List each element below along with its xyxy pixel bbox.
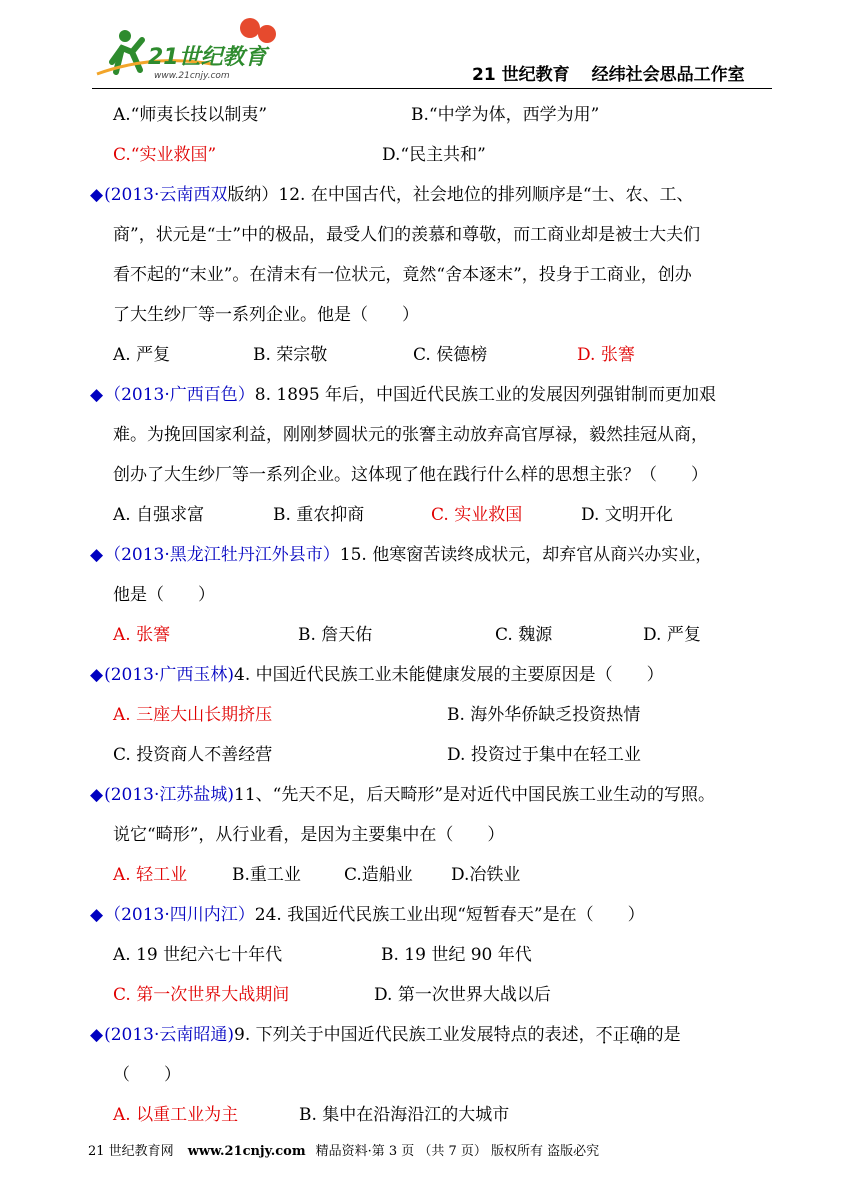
- text-line: [113, 743, 272, 767]
- text-span: （2013·黑龙江牡丹江外县市）: [104, 545, 340, 565]
- page-footer: [88, 1140, 599, 1159]
- text-line: [113, 703, 272, 727]
- text-line: [431, 503, 522, 527]
- text-span: 4. 中国近代民族工业未能健康发展的主要原因是（ ）: [234, 665, 664, 685]
- diamond-bullet-icon: ◆: [90, 545, 104, 565]
- text-span: B.“中学为体，西学为用”: [411, 105, 600, 125]
- text-span: B. 重农抑商: [273, 505, 365, 525]
- text-line: [113, 583, 215, 607]
- text-span: A. 以重工业为主: [113, 1105, 239, 1125]
- text-span: D.冶铁业: [451, 865, 521, 885]
- text-span: A. 严复: [113, 345, 171, 365]
- text-span: D. 文明开化: [581, 505, 673, 525]
- text-line: [113, 343, 170, 367]
- text-span: （2013·广西百色）: [104, 385, 255, 405]
- footer-site: www.21cnjy.com: [187, 1144, 306, 1159]
- text-span: C.“实业救国”: [113, 145, 217, 165]
- text-line: [113, 263, 692, 287]
- text-span: D. 投资过于集中在轻工业: [447, 745, 641, 765]
- svg-text:21世纪教育: 21世纪教育: [148, 45, 267, 70]
- text-span: 难。为挽回国家利益，刚刚梦圆状元的张謇主动放弃高官厚禄，毅然挂冠从商，: [113, 425, 708, 445]
- text-line: [113, 223, 700, 247]
- text-span: (2013·广西玉林): [104, 665, 235, 685]
- text-span: C. 实业救国: [431, 505, 523, 525]
- text-span: 8. 1895 年后，中国近代民族工业的发展因列强钳制而更加艰: [254, 385, 717, 405]
- text-span: 不: [595, 1025, 613, 1045]
- text-span: 确: [629, 1025, 647, 1045]
- diamond-bullet-icon: ◆: [90, 385, 104, 405]
- text-line: [113, 823, 504, 847]
- text-line: [382, 143, 486, 167]
- runner-logo-icon: [92, 14, 292, 84]
- text-line: [90, 1023, 681, 1047]
- text-span: 11、“先天不足，后天畸形”是对近代中国民族工业生动的写照。: [234, 785, 716, 805]
- footer-info: 精品资料·第 3 页 （共 7 页） 版权所有 盗版必究: [315, 1144, 600, 1159]
- diamond-bullet-icon: ◆: [90, 1025, 104, 1045]
- text-span: C.造船业: [344, 865, 413, 885]
- text-line: [90, 783, 715, 807]
- text-line: [577, 343, 635, 367]
- text-span: 15. 他寒窗苦读终成状元，却弃官从商兴办实业，: [339, 545, 713, 565]
- text-line: [273, 503, 364, 527]
- text-span: (2013·江苏盐城): [104, 785, 235, 805]
- text-line: [90, 663, 664, 687]
- text-span: (2013·云南昭通): [104, 1025, 235, 1045]
- text-span: D. 第一次世界大战以后: [374, 985, 551, 1005]
- text-line: [344, 863, 413, 887]
- text-line: [90, 183, 694, 207]
- text-span: D. 张謇: [577, 345, 635, 365]
- text-span: 创办了大生纱厂等一系列企业。这体现了他在践行什么样的思想主张？（ ）: [113, 465, 708, 485]
- text-span: 正: [612, 1025, 630, 1045]
- diamond-bullet-icon: ◆: [90, 905, 104, 925]
- text-line: [113, 623, 170, 647]
- text-span: 他是（ ）: [113, 585, 215, 605]
- text-span: A. 自强求富: [113, 505, 205, 525]
- header-divider: [92, 88, 772, 89]
- text-span: D.“民主共和”: [382, 145, 486, 165]
- text-span: C. 侯德榜: [413, 345, 488, 365]
- text-line: [90, 903, 645, 927]
- text-line: [253, 343, 327, 367]
- header-title: [472, 60, 745, 85]
- text-line: [447, 743, 641, 767]
- text-span: 的是: [646, 1025, 681, 1045]
- text-line: [411, 103, 599, 127]
- diamond-bullet-icon: ◆: [90, 185, 104, 205]
- logo: [92, 14, 292, 84]
- text-line: [113, 103, 267, 127]
- text-line: [299, 1103, 509, 1127]
- text-span: B.重工业: [232, 865, 301, 885]
- text-span: A. 19 世纪六七十年代: [113, 945, 283, 965]
- text-line: [113, 463, 708, 487]
- text-line: [374, 983, 551, 1007]
- text-span: B. 集中在沿海沿江的大城市: [299, 1105, 510, 1125]
- diamond-bullet-icon: ◆: [90, 665, 104, 685]
- text-span: 9. 下列关于中国近代民族工业发展特点的表述，: [234, 1025, 596, 1045]
- text-span: B. 19 世纪 90 年代: [381, 945, 532, 965]
- text-span: 看不起的“末业”。在清末有一位状元，竟然“舍本逐末”，投身于工商业，创办: [113, 265, 692, 285]
- text-span: B. 海外华侨缺乏投资热情: [447, 705, 641, 725]
- text-span: A. 三座大山长期挤压: [113, 705, 273, 725]
- text-span: D. 严复: [643, 625, 701, 645]
- text-span: （ ）: [113, 1065, 181, 1085]
- text-line: [643, 623, 701, 647]
- text-line: [113, 503, 204, 527]
- text-line: [381, 943, 532, 967]
- text-span: B. 荣宗敬: [253, 345, 328, 365]
- text-line: [113, 423, 708, 447]
- text-line: [113, 943, 282, 967]
- text-line: [90, 543, 712, 567]
- text-line: [113, 863, 187, 887]
- text-span: A. 张謇: [113, 625, 171, 645]
- header-org: 21 世纪教育: [472, 65, 570, 85]
- text-span: 了大生纱厂等一系列企业。他是（ ）: [113, 305, 419, 325]
- svg-text:www.21cnjy.com: www.21cnjy.com: [154, 71, 230, 81]
- text-span: C. 魏源: [495, 625, 553, 645]
- text-span: 说它“畸形”，从行业看，是因为主要集中在（ ）: [113, 825, 505, 845]
- text-line: [581, 503, 673, 527]
- text-span: （2013·四川内江）: [104, 905, 255, 925]
- text-line: [113, 1063, 181, 1087]
- text-line: [413, 343, 487, 367]
- text-line: [447, 703, 640, 727]
- text-line: [113, 143, 216, 167]
- text-line: [113, 983, 289, 1007]
- text-line: [495, 623, 552, 647]
- text-line: [113, 1103, 238, 1127]
- text-span: (2013·云南西双: [104, 185, 228, 205]
- text-span: C. 投资商人不善经营: [113, 745, 273, 765]
- text-span: 版纳）12. 在中国古代，社会地位的排列顺序是“士、农、工、: [227, 185, 694, 205]
- diamond-bullet-icon: ◆: [90, 785, 104, 805]
- text-line: [90, 383, 716, 407]
- text-span: A. 轻工业: [113, 865, 188, 885]
- header-studio: 经纬社会思品工作室: [591, 65, 745, 85]
- text-line: [451, 863, 520, 887]
- text-span: B. 詹天佑: [298, 625, 373, 645]
- text-span: C. 第一次世界大战期间: [113, 985, 290, 1005]
- text-span: A.“师夷长技以制夷”: [113, 105, 268, 125]
- text-span: 24. 我国近代民族工业出现“短暂春天”是在（ ）: [254, 905, 645, 925]
- text-span: 商”，状元是“士”中的极品，最受人们的羡慕和尊敬，而工商业却是被士大夫们: [113, 225, 701, 245]
- text-line: [298, 623, 372, 647]
- footer-left: 21 世纪教育网: [88, 1144, 174, 1159]
- text-line: [113, 303, 419, 327]
- text-line: [232, 863, 301, 887]
